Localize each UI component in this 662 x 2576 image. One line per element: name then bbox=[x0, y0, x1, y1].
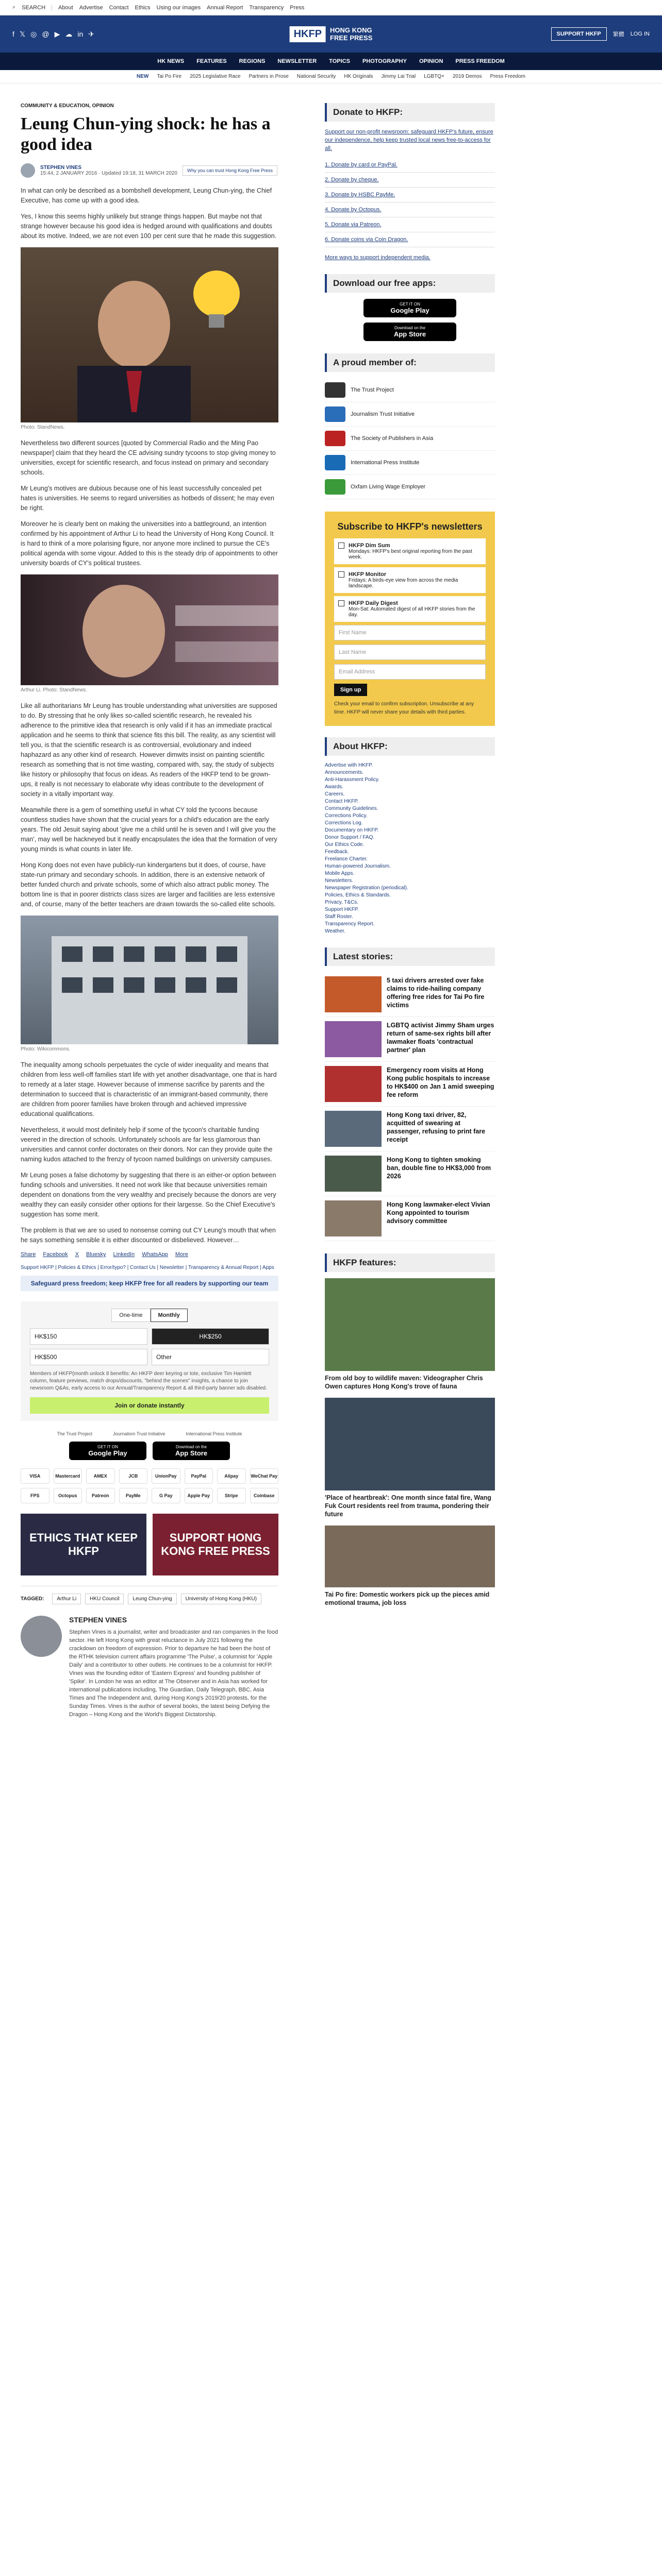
about-link[interactable]: Mobile Apps. bbox=[325, 871, 355, 876]
story-thumbnail bbox=[325, 1066, 382, 1102]
member-badges bbox=[21, 1431, 278, 1436]
why-trust-link[interactable]: Why you can trust Hong Kong Free Press bbox=[183, 165, 277, 176]
payment-logo[interactable]: PayMe bbox=[119, 1488, 148, 1503]
paragraph: The inequality among schools perpetuates the cycle of wider inequality and means that children from less well-off families start life with yet another disadvantage, one that is hard to remedy at a later stage. However because of immense sacrifice by parents and the determination to succeed that is characteristic of an immigrant-based community, there are children from poorer families have broken through and achieved impressive educational qualifications. bbox=[21, 1061, 277, 1117]
features-heading: HKFP features: bbox=[325, 1253, 495, 1272]
article-title: Leung Chun-ying shock: he has a good idea bbox=[21, 114, 271, 154]
more-ways-link[interactable]: More ways to support independent media. bbox=[325, 255, 431, 261]
share-whatsapp-link[interactable]: WhatsApp bbox=[142, 1251, 168, 1258]
ticker-item[interactable]: Tai Po Fire bbox=[157, 74, 182, 79]
app-store-label: App Store bbox=[175, 1449, 208, 1457]
feature-story[interactable] bbox=[325, 1398, 495, 1518]
feature-title: 'Place of heartbreak': One month since fatal fire, Wang Fuk Court residents reel from trauma, pondering their future bbox=[325, 1494, 491, 1518]
nav-item[interactable]: HK NEWS bbox=[157, 58, 185, 64]
nav-item[interactable]: OPINION bbox=[419, 58, 443, 64]
search-icon[interactable]: ⌕ bbox=[12, 4, 16, 10]
payment-logo[interactable]: Stripe bbox=[217, 1488, 246, 1503]
sidebar-google-play-button[interactable] bbox=[363, 299, 456, 317]
share-label: Share bbox=[21, 1251, 36, 1258]
feature-image bbox=[325, 1398, 495, 1490]
payment-logo[interactable]: Patreon bbox=[86, 1488, 115, 1503]
topic-ticker bbox=[0, 70, 662, 83]
newsletter-option[interactable] bbox=[334, 567, 486, 593]
about-link[interactable]: Corrections Log. bbox=[325, 820, 363, 826]
newsletter-name: HKFP Dim Sum bbox=[349, 543, 390, 549]
payment-logo[interactable]: AMEX bbox=[86, 1468, 115, 1484]
member-item[interactable] bbox=[325, 378, 495, 402]
paragraph: Meanwhile there is a gem of something useful in what CY told the tycoons because countless studies have shown that the crucial years for a child's education are the early years. The old Jesuit saying about 'give me a child until he is seven and I will give you the man', may well be hackneyed but it neatly encapsulates the idea that the formation of very young minds is what counts in later life. bbox=[21, 806, 277, 853]
newsletter-title: Subscribe to HKFP's newsletters bbox=[337, 521, 483, 532]
story-thumbnail bbox=[325, 976, 382, 1012]
ticker-item[interactable]: 2019 Demos bbox=[452, 74, 482, 79]
newsletter-signup bbox=[325, 512, 495, 726]
payment-logo[interactable]: JCB bbox=[119, 1468, 148, 1484]
member-label: Journalism Trust Initiative bbox=[351, 411, 415, 417]
about-link[interactable]: Transparency Report. bbox=[325, 921, 375, 927]
press-link[interactable]: Press bbox=[290, 4, 305, 11]
support-promo[interactable]: SUPPORT HONG KONG FREE PRESS bbox=[153, 1514, 278, 1575]
first-name-input[interactable]: First Name bbox=[334, 625, 486, 640]
last-name-input[interactable]: Last Name bbox=[334, 645, 486, 660]
tag[interactable]: Arthur Li bbox=[52, 1594, 81, 1604]
paragraph: Like all authoritarians Mr Leung has trouble understanding what universities are supposed to do. By stressing that he only likes so-called scientific research, he revealed his adherence to the primitive idea that research is only valid if it has an immediate practical application and he seems to think that science fits this bill. The reality, as any scientist will tell you, is that the scientific research is as controversial, evolutionary and indeed haphazard as any other kind of research. However dimwits insist on painting scientific research as something that is not time wasting, compared with, say, the study of subjects like history or philosophy that focus on ideas. As readers of the HKFP tend to be grown-ups, it really is not necessary to elaborate why ideas contribute to the development of society in a vitally important way. bbox=[21, 702, 277, 798]
story-title: Hong Kong taxi driver, 82, acquitted of swearing at passenger, refusing to print fare receipt bbox=[387, 1111, 486, 1143]
byline bbox=[21, 163, 278, 178]
donate-note: Members of HKFP(month unlock 8 benefits: An HKFP deer keyring or tote, exclusive Tim Hamlett column, feature previews, match drops/discounts, "behind the scenes" insights, a chance to join newsroom Q&As, early access to our Annual/Transparency Report & all third-party banner ads disabled. bbox=[30, 1371, 267, 1391]
donate-option[interactable]: 2. Donate by cheque. bbox=[325, 173, 495, 188]
donate-heading: Donate to HKFP: bbox=[325, 103, 495, 122]
about-link[interactable]: Newspaper Registration (periodical). bbox=[325, 885, 408, 891]
youtube-icon[interactable]: ▶ bbox=[54, 29, 60, 38]
ethics-link[interactable]: Ethics bbox=[135, 4, 151, 11]
share-linkedin-link[interactable]: LinkedIn bbox=[113, 1251, 135, 1258]
article-category[interactable]: COMMUNITY & EDUCATION, OPINION bbox=[21, 103, 114, 109]
google-play-label: Google Play bbox=[390, 307, 429, 314]
feature-story[interactable] bbox=[325, 1278, 495, 1391]
story-thumbnail bbox=[325, 1156, 382, 1192]
oxfam-icon bbox=[325, 479, 345, 495]
payment-logo[interactable]: FPS bbox=[21, 1488, 49, 1503]
share-x-link[interactable]: X bbox=[75, 1251, 79, 1258]
donate-option[interactable]: 5. Donate via Patreon. bbox=[325, 217, 495, 232]
badge[interactable]: The Trust Project bbox=[57, 1431, 92, 1436]
nav-item[interactable]: REGIONS bbox=[239, 58, 266, 64]
latest-story[interactable] bbox=[325, 1017, 495, 1062]
paragraph: Mr Leung poses a false dichotomy by suggesting that there is an either-or option between funding schools and universities. It need not work like that because universities remain dependent on donations from the very wealthy and precisely because the donors are very wealthy they can easily consider other options for their largesse. So the Chief Executive's suggestion has some merit. bbox=[21, 1172, 276, 1218]
feature-title: From old boy to wildlife maven: Videographer Chris Owen captures Hong Kong's trove of fauna bbox=[325, 1375, 483, 1390]
latest-story[interactable] bbox=[325, 1062, 495, 1107]
site-logo[interactable] bbox=[290, 26, 373, 42]
facebook-icon[interactable]: f bbox=[12, 29, 14, 38]
logo-line1: HONG KONG bbox=[330, 26, 372, 34]
safeguard-banner[interactable]: Safeguard press freedom; keep HKFP free for all readers by supporting our team bbox=[21, 1276, 278, 1291]
payment-logo[interactable]: Mastercard bbox=[54, 1468, 82, 1484]
story-title: Hong Kong lawmaker-elect Vivian Kong appointed to tourism advisory committee bbox=[387, 1201, 490, 1225]
ticker-item[interactable]: Jimmy Lai Trial bbox=[381, 74, 416, 79]
donate-option[interactable]: 1. Donate by card or PayPal. bbox=[325, 158, 495, 173]
article-tags bbox=[21, 1586, 278, 1604]
paragraph: The problem is that we are so used to nonsense coming out CY Leung's mouth that when he says something sensible it is either discounted or disbelieved. However… bbox=[21, 1227, 276, 1244]
telegram-icon[interactable]: ✈ bbox=[88, 29, 95, 38]
ethics-promo[interactable]: ETHICS THAT KEEP HKFP bbox=[21, 1514, 146, 1575]
article bbox=[21, 103, 278, 1725]
logo-box: HKFP bbox=[290, 26, 326, 42]
member-heading: A proud member of: bbox=[325, 353, 495, 372]
latest-story[interactable] bbox=[325, 1151, 495, 1196]
latest-story[interactable] bbox=[325, 972, 495, 1017]
app-store-small: Download on the bbox=[394, 326, 426, 330]
google-play-small: GET IT ON bbox=[400, 302, 420, 307]
member-item[interactable] bbox=[325, 427, 495, 451]
donate-option[interactable]: 3. Donate by HSBC PayMe. bbox=[325, 188, 495, 202]
tags-label: TAGGED: bbox=[21, 1596, 44, 1602]
sign-up-button[interactable]: Sign up bbox=[334, 684, 367, 696]
about-link[interactable]: Announcements. bbox=[325, 770, 364, 775]
payment-logo[interactable]: WeChat Pay bbox=[250, 1468, 279, 1484]
paragraph: Yes, I know this seems highly unlikely but strange things happen. But maybe not that strange however because his good idea is hedged around with qualifications and doubts about its motive. Indeed, we are not even 100 per cent sure that he made this suggestion. bbox=[21, 213, 277, 240]
author-bio bbox=[21, 1616, 278, 1725]
sopa-icon bbox=[325, 431, 345, 446]
story-title: Hong Kong to tighten smoking ban, double fine to HK$3,000 from 2026 bbox=[387, 1156, 491, 1180]
payment-logo[interactable]: UnionPay bbox=[152, 1468, 180, 1484]
search-link[interactable]: SEARCH bbox=[22, 4, 46, 11]
author-bio-name[interactable]: STEPHEN VINES bbox=[69, 1616, 127, 1624]
threads-icon[interactable]: @ bbox=[42, 29, 49, 38]
nav-item[interactable]: NEWSLETTER bbox=[277, 58, 317, 64]
about-link[interactable]: Staff Roster. bbox=[325, 914, 353, 920]
newsletter-note: Check your email to confirm subscription. Unsubscribe at any time. HKFP will never share your details with third parties. bbox=[334, 701, 474, 715]
share-facebook-link[interactable]: Facebook bbox=[43, 1251, 68, 1258]
masthead bbox=[0, 15, 662, 53]
amount-option[interactable]: HK$500 bbox=[30, 1349, 147, 1365]
share-bar bbox=[21, 1251, 278, 1258]
nav-item[interactable]: FEATURES bbox=[196, 58, 227, 64]
promo-banners bbox=[21, 1514, 278, 1575]
about-link[interactable]: Newsletters. bbox=[325, 878, 354, 884]
checkbox[interactable] bbox=[338, 600, 344, 606]
about-link[interactable]: Documentary on HKFP. bbox=[325, 827, 379, 833]
photo-school bbox=[21, 916, 278, 1044]
badge[interactable]: Journalism Trust Initiative bbox=[112, 1431, 166, 1436]
payment-logo[interactable]: PayPal bbox=[185, 1468, 213, 1484]
about-link[interactable]: Contact HKFP. bbox=[325, 799, 359, 804]
paragraph: Nevertheless two different sources [quoted by Commercial Radio and the Ming Pao newspaper] claim that they heard the CE advising sundry tycoons to stop giving money to universities, except for scientific research, and focus instead on primary and secondary schools. bbox=[21, 439, 276, 476]
google-play-label: Google Play bbox=[88, 1449, 127, 1457]
about-link[interactable]: Support HKFP. bbox=[325, 907, 359, 912]
about-link[interactable]: Feedback. bbox=[325, 849, 349, 855]
photo-leung-illustration bbox=[21, 247, 278, 422]
photo-caption: Arthur Li. Photo: StandNews. bbox=[21, 687, 87, 693]
ticker-item[interactable]: Partners in Prose bbox=[249, 74, 289, 79]
ticker-item[interactable]: LGBTQ+ bbox=[424, 74, 444, 79]
photo-school-illustration bbox=[21, 916, 278, 1044]
newsletter-option[interactable] bbox=[334, 538, 486, 564]
sidebar-app-store-button[interactable] bbox=[363, 323, 456, 341]
paragraph: Nevertheless, it would most definitely help if some of the tycoon's charitable funding veered in the direction of schools. Unfortunately schools are far less glamorous than universities and cannot confer doctorates on their donors. Nor can they provide quite the naming kudos attached to the frenzy of tycoon named buildings on university campuses. bbox=[21, 1126, 273, 1163]
donate-intro-link[interactable]: Support our non-profit newsroom: safeguard HKFP's future, ensure our independence, help keep trusted local news free-to-access for all. bbox=[325, 129, 493, 151]
about-link[interactable]: Policies, Ethics & Standards. bbox=[325, 892, 391, 898]
payment-methods bbox=[21, 1468, 278, 1503]
latest-heading: Latest stories: bbox=[325, 947, 495, 966]
app-store-small: Download on the bbox=[175, 1445, 207, 1449]
latest-stories bbox=[325, 972, 495, 1241]
paragraph: Moreover he is clearly bent on making the universities into a battleground, an intention confirmed by his appointment of Arthur Li to head the University of Hong Kong Council. It is hard to think of a more polarising figure, nor anyone more inclined to pursue the CE's political agenda with some vigour. Added to this is the steady drip of appointments to other university boards of CY's political trustees. bbox=[21, 520, 278, 567]
ticker-item[interactable]: 2025 Legislative Race bbox=[190, 74, 241, 79]
google-play-button[interactable] bbox=[69, 1442, 146, 1460]
paragraph: Hong Kong does not even have publicly-run kindergartens but it does, of course, have state-run primary and secondary schools. In addition, there is an extensive network of better funded church and private schools, some of which also attract public money. The bottom line is that in poorer districts class sizes are larger and facilities are less extensive and, of course, many of the better teachers are drawn towards the so-called elite schools. bbox=[21, 861, 276, 908]
about-link[interactable]: Our Ethics Code. bbox=[325, 842, 365, 848]
linkedin-icon[interactable]: in bbox=[77, 29, 84, 38]
apps-heading: Download our free apps: bbox=[325, 274, 495, 293]
about-link[interactable]: Corrections Policy. bbox=[325, 813, 368, 819]
share-bluesky-link[interactable]: Bluesky bbox=[86, 1251, 106, 1258]
story-thumbnail bbox=[325, 1111, 382, 1147]
newsletter-option[interactable] bbox=[334, 596, 486, 622]
donate-option[interactable]: 4. Donate by Octopus. bbox=[325, 202, 495, 217]
member-label: The Society of Publishers in Asia bbox=[351, 435, 434, 442]
about-link[interactable]: Advertise with HKFP. bbox=[325, 762, 373, 768]
about-link[interactable]: Awards. bbox=[325, 784, 343, 790]
sidebar bbox=[304, 103, 641, 1614]
author-photo[interactable] bbox=[21, 1616, 62, 1657]
feature-title: Tai Po fire: Domestic workers pick up the pieces amid emotional trauma, job loss bbox=[325, 1591, 490, 1606]
feature-story[interactable] bbox=[325, 1526, 495, 1607]
ticker-label: NEW bbox=[136, 74, 149, 79]
donate-widget bbox=[21, 1301, 278, 1421]
payment-logo[interactable]: Coinbase bbox=[250, 1488, 279, 1503]
article-dates: 15:44, 2 JANUARY 2016 · Updated 19:18, 31 MARCH 2020 bbox=[40, 171, 177, 176]
app-store-buttons bbox=[21, 1442, 278, 1460]
amount-option[interactable]: Other bbox=[152, 1349, 269, 1365]
donate-option[interactable]: 6. Donate coins via Coin Dragon. bbox=[325, 232, 495, 247]
newsletter-name: HKFP Monitor bbox=[349, 571, 387, 578]
using-images-link[interactable]: Using our images bbox=[156, 4, 201, 11]
story-title: Emergency room visits at Hong Kong public hospitals to increase to HK$400 on Jan 1 amid sweeping fee reform bbox=[387, 1066, 494, 1098]
join-button[interactable]: Join or donate instantly bbox=[30, 1397, 269, 1414]
logo-text bbox=[330, 26, 372, 42]
nav-item[interactable]: PRESS FREEDOM bbox=[455, 58, 505, 64]
photo-arthur-li-illustration bbox=[21, 574, 278, 685]
payment-logo[interactable]: VISA bbox=[21, 1468, 49, 1484]
paragraph: Mr Leung's motives are dubious because one of his least successfully concealed pet hates is universities. He seems to regard universities as hotbeds of dissent; he may even be right. bbox=[21, 485, 274, 512]
newsletter-desc: Fridays: A birds-eye view from across the media landscape. bbox=[349, 578, 458, 589]
latest-story[interactable] bbox=[325, 1196, 495, 1241]
member-item[interactable] bbox=[325, 402, 495, 427]
share-more-link[interactable]: More bbox=[175, 1251, 188, 1258]
bluesky-icon[interactable]: ☁ bbox=[65, 29, 73, 38]
checkbox[interactable] bbox=[338, 571, 344, 578]
payment-logo[interactable]: G Pay bbox=[152, 1488, 180, 1503]
transparency-link[interactable]: Transparency bbox=[249, 4, 284, 11]
about-link[interactable]: Human-powered Journalism. bbox=[325, 863, 391, 869]
app-store-label: App Store bbox=[393, 330, 426, 338]
newsletter-name: HKFP Daily Digest bbox=[349, 600, 398, 606]
trust-project-icon bbox=[325, 382, 345, 398]
login-link[interactable]: LOG IN bbox=[630, 31, 650, 37]
about-link[interactable]: Freelance Charter. bbox=[325, 856, 368, 862]
story-title: 5 taxi drivers arrested over fake claims to ride-hailing company offering free rides for Tai Po fire victims bbox=[387, 977, 485, 1009]
payment-logo[interactable]: Octopus bbox=[54, 1488, 82, 1503]
author-name[interactable]: STEPHEN VINES bbox=[40, 165, 82, 171]
monthly-toggle[interactable]: Monthly bbox=[151, 1309, 188, 1322]
main-nav bbox=[0, 53, 662, 70]
feature-image bbox=[325, 1526, 495, 1587]
amount-option[interactable]: HK$150 bbox=[30, 1328, 147, 1345]
logo-line2: FREE PRESS bbox=[330, 34, 373, 42]
newsletter-desc: Mon-Sat: Automated digest of all HKFP stories from the day. bbox=[349, 606, 475, 618]
instagram-icon[interactable]: ◎ bbox=[30, 29, 37, 38]
ticker-item[interactable]: National Security bbox=[296, 74, 336, 79]
google-play-small: GET IT ON bbox=[97, 1445, 118, 1449]
tag[interactable]: HKU Council bbox=[85, 1594, 124, 1604]
photo-leung bbox=[21, 247, 278, 422]
about-link[interactable]: Careers. bbox=[325, 791, 345, 797]
x-icon[interactable]: 𝕏 bbox=[19, 29, 26, 38]
email-input[interactable]: Email Address bbox=[334, 664, 486, 680]
feature-image bbox=[325, 1278, 495, 1371]
language-link[interactable]: 繁體 bbox=[613, 31, 624, 38]
nav-item[interactable]: PHOTOGRAPHY bbox=[362, 58, 407, 64]
payment-logo[interactable]: Apple Pay bbox=[185, 1488, 213, 1503]
author-bio-text: Stephen Vines is a journalist, writer and broadcaster and ran companies in the food sector. He left Hong Kong with great reluctance in July 2021 following the crackdown on freedom of expression. Prior to departure he had been the host of the RTHK television current affairs programme 'The Pulse', a columnist for 'Apple Daily' and a contributor to other outlets. He continues to be a columnist for HKFP. Vines was the founding editor of 'Eastern Express' and founding publisher of 'Spike'. In London he was an editor at The Observer and in Asia has worked for international publications including, The Guardian, Daily Telegraph, BBC, Asia Times and The Independent and, during Hong Kong's 2019/20 protests, for the Sunday Times. Vines is the author of several books, the latest being Defying the Dragon – Hong Kong and the World's Biggest Dictatorship. bbox=[69, 1629, 278, 1718]
member-label: The Trust Project bbox=[351, 387, 394, 393]
donate-options bbox=[325, 158, 495, 247]
tag[interactable]: Leung Chun-ying bbox=[128, 1594, 176, 1604]
one-time-toggle[interactable]: One-time bbox=[111, 1309, 150, 1322]
checkbox[interactable] bbox=[338, 543, 344, 549]
about-link[interactable]: Community Guidelines. bbox=[325, 806, 378, 811]
amount-option-selected[interactable]: HK$250 bbox=[152, 1328, 269, 1345]
about-link[interactable]: Donor Support / FAQ. bbox=[325, 835, 375, 840]
photo-caption: Photo: StandNews. bbox=[21, 425, 65, 430]
ticker-item[interactable]: HK Originals bbox=[344, 74, 373, 79]
about-heading: About HKFP: bbox=[325, 737, 495, 756]
support-links[interactable]: Support HKFP | Policies & Ethics | Error/typo? | Contact Us | Newsletter | Transparency & Annual Report | Apps bbox=[21, 1265, 274, 1270]
support-hkfp-button[interactable]: SUPPORT HKFP bbox=[551, 27, 607, 41]
ticker-item[interactable]: Press Freedom bbox=[490, 74, 526, 79]
latest-story[interactable] bbox=[325, 1107, 495, 1151]
photo-arthur-li bbox=[21, 574, 278, 685]
member-item[interactable] bbox=[325, 475, 495, 499]
badge[interactable]: International Press Institute bbox=[186, 1431, 242, 1436]
about-link[interactable]: Privacy, T&Cs. bbox=[325, 900, 359, 905]
about-links bbox=[325, 762, 495, 935]
about-link[interactable]: About bbox=[58, 4, 73, 11]
member-label: International Press Institute bbox=[351, 460, 420, 466]
tag[interactable]: University of Hong Kong (HKU) bbox=[181, 1594, 261, 1604]
about-link[interactable]: Weather. bbox=[325, 928, 345, 934]
about-link[interactable]: Anti-Harassment Policy. bbox=[325, 777, 379, 783]
author-avatar[interactable] bbox=[21, 163, 35, 178]
ipi-icon bbox=[325, 455, 345, 470]
story-thumbnail bbox=[325, 1021, 382, 1057]
photo-caption: Photo: Wikicommons. bbox=[21, 1046, 71, 1052]
member-label: Oxfam Living Wage Employer bbox=[351, 484, 426, 490]
payment-logo[interactable]: Alipay bbox=[217, 1468, 246, 1484]
newsletter-desc: Mondays: HKFP's best original reporting from the past week. bbox=[349, 549, 472, 560]
paragraph: In what can only be described as a bombshell development, Leung Chun-ying, the Chief Executive, has come up with a good idea. bbox=[21, 187, 272, 204]
advertise-link[interactable]: Advertise bbox=[79, 4, 103, 11]
jti-icon bbox=[325, 406, 345, 422]
story-thumbnail bbox=[325, 1200, 382, 1236]
story-title: LGBTQ activist Jimmy Sham urges return of same-sex rights bill after lawmaker floats 'contractual partner' plan bbox=[387, 1022, 494, 1054]
annual-report-link[interactable]: Annual Report bbox=[207, 4, 243, 11]
nav-item[interactable]: TOPICS bbox=[329, 58, 350, 64]
top-bar bbox=[0, 0, 662, 15]
contact-link[interactable]: Contact bbox=[109, 4, 129, 11]
app-store-button[interactable] bbox=[153, 1442, 230, 1460]
social-icons bbox=[12, 30, 94, 39]
member-item[interactable] bbox=[325, 451, 495, 475]
